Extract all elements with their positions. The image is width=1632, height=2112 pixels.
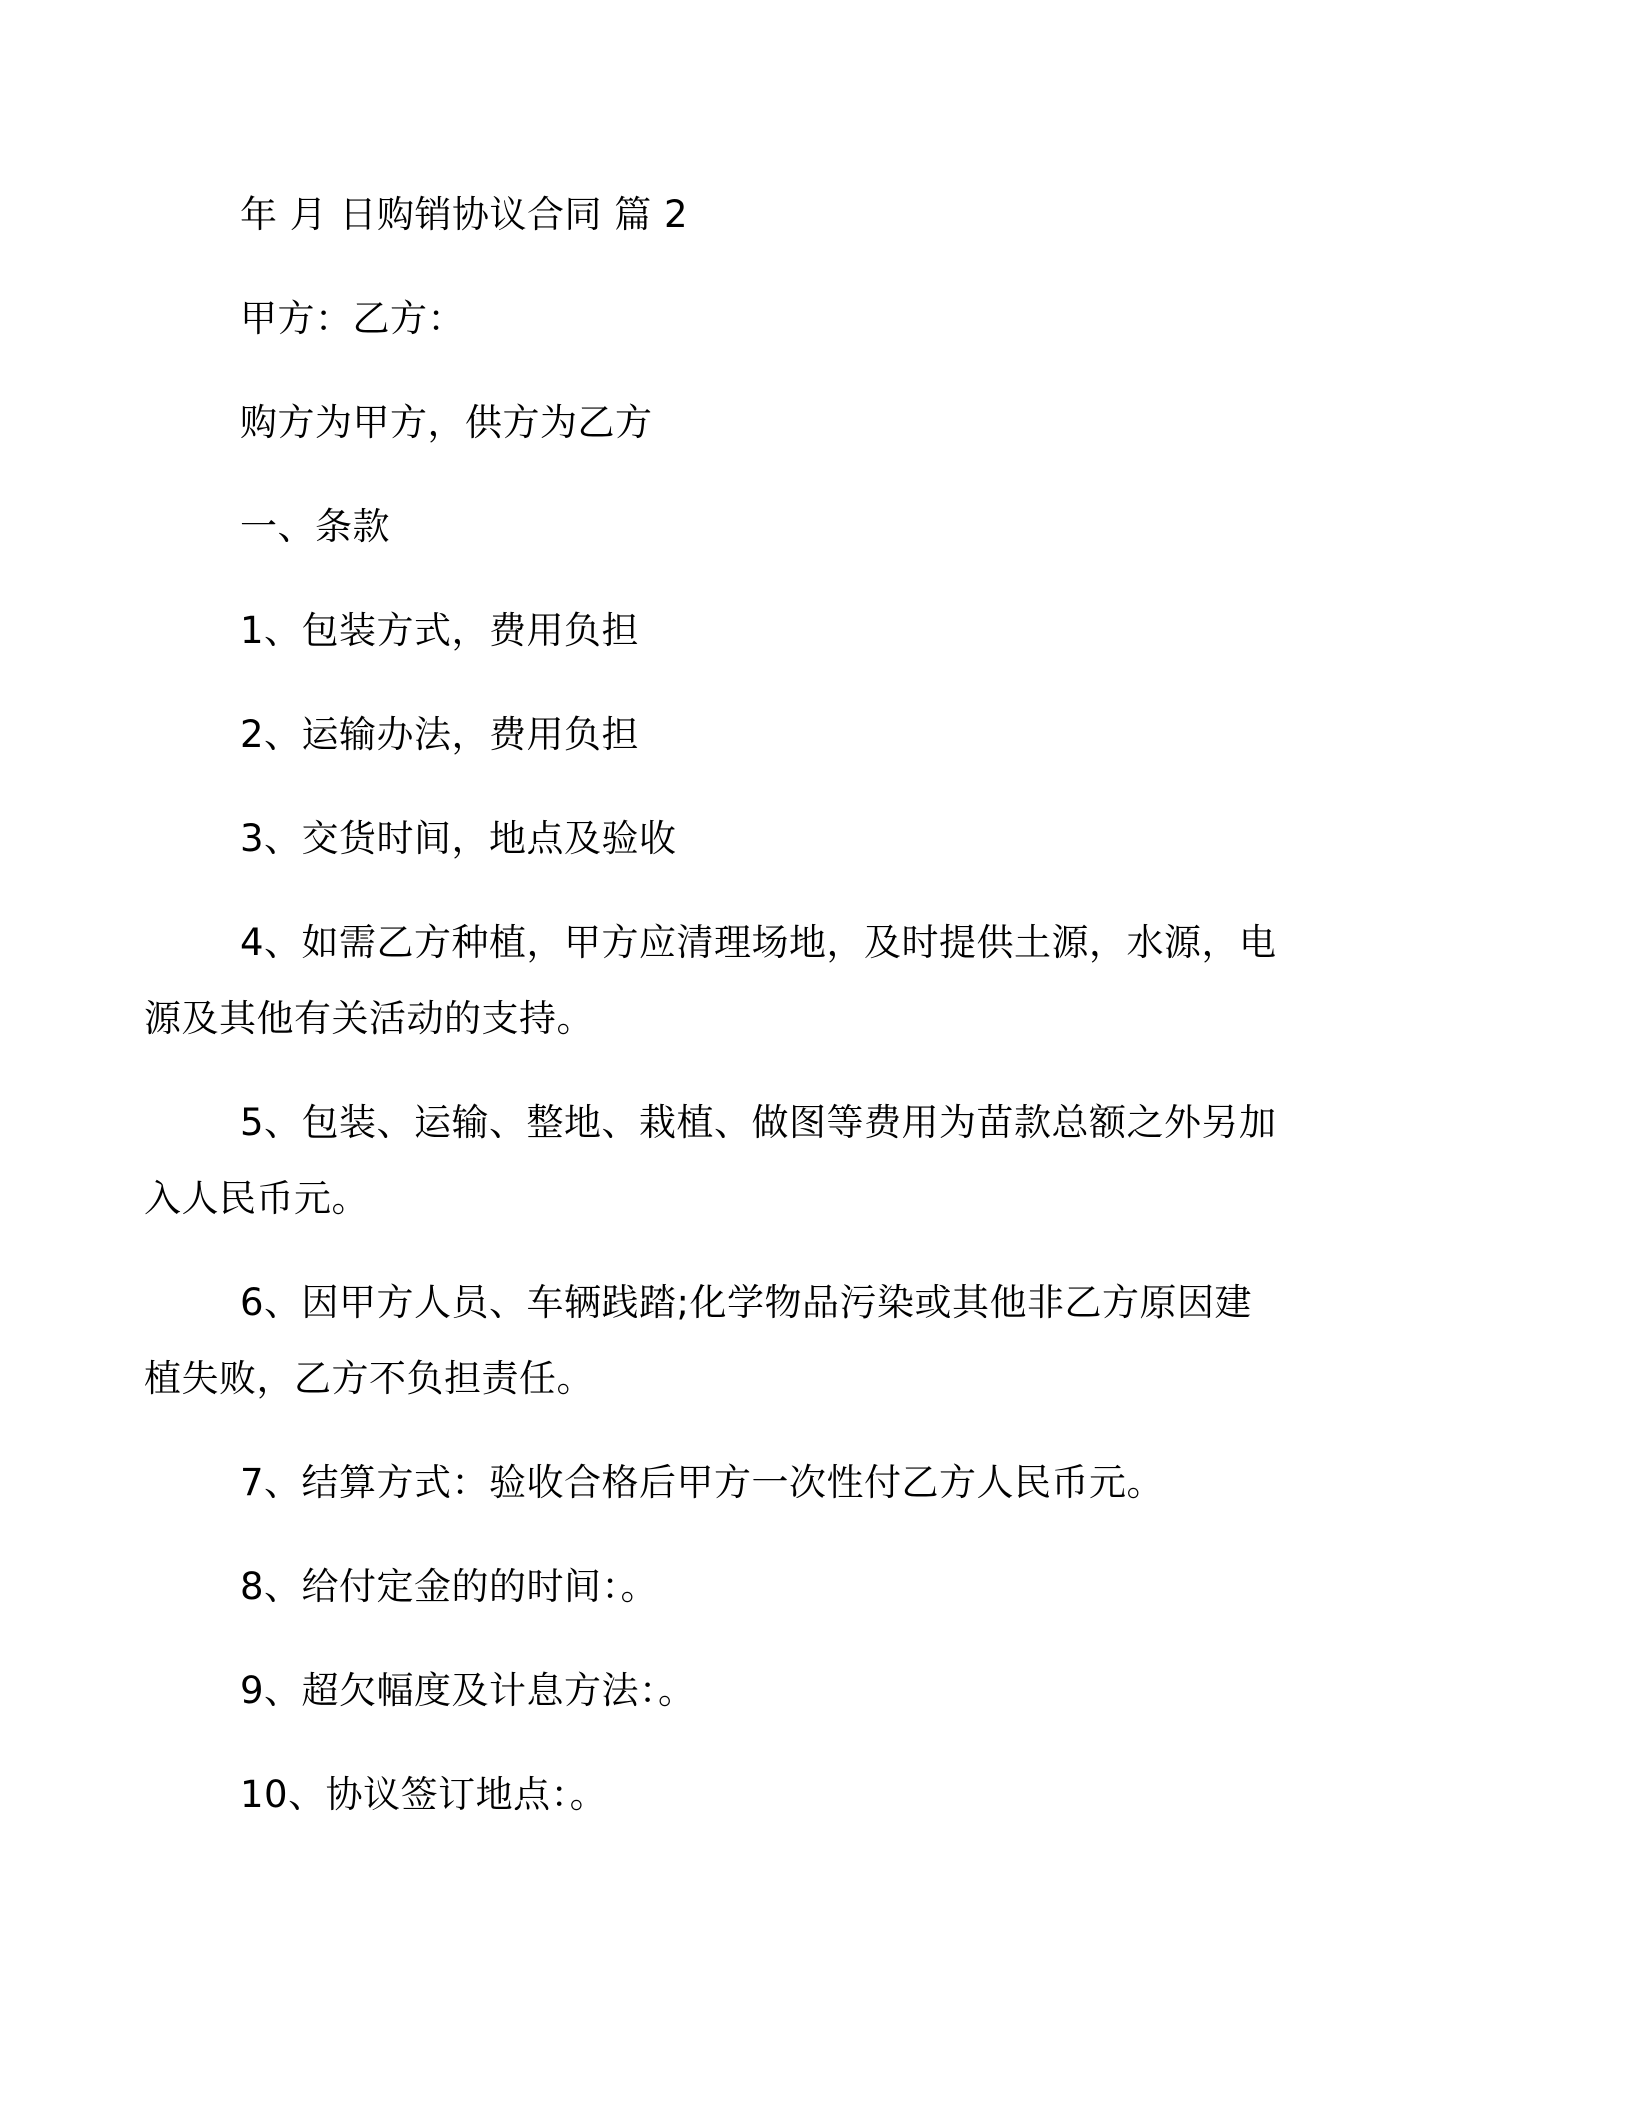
clause-item: 4、如需乙方种植，甲方应清理场地，及时提供土源，水源，电源及其他有关活动的支持。 xyxy=(144,921,1277,1040)
clause-item: 9、超欠幅度及计息方法：。 xyxy=(240,1669,696,1712)
roles-line: 购方为甲方，供方为乙方 xyxy=(240,401,653,444)
clause-item: 3、交货时间，地点及验收 xyxy=(240,817,677,860)
clause-item: 2、运输办法，费用负担 xyxy=(240,713,640,756)
clause-item: 5、包装、运输、整地、栽植、做图等费用为苗款总额之外另加入人民币元。 xyxy=(144,1101,1277,1220)
section-heading: 一、条款 xyxy=(240,505,390,548)
clause-item: 8、给付定金的的时间：。 xyxy=(240,1565,659,1608)
clause-item: 7、结算方式：验收合格后甲方一次性付乙方人民币元。 xyxy=(240,1461,1165,1504)
document-title: 年 月 日购销协议合同 篇 2 xyxy=(240,193,689,236)
clause-item: 1、包装方式，费用负担 xyxy=(240,609,640,652)
clause-item: 10、协议签订地点：。 xyxy=(240,1773,608,1816)
clause-item: 6、因甲方人员、车辆践踏;化学物品污染或其他非乙方原因建植失败，乙方不负担责任。 xyxy=(144,1281,1253,1400)
parties-line: 甲方：乙方： xyxy=(240,297,465,340)
